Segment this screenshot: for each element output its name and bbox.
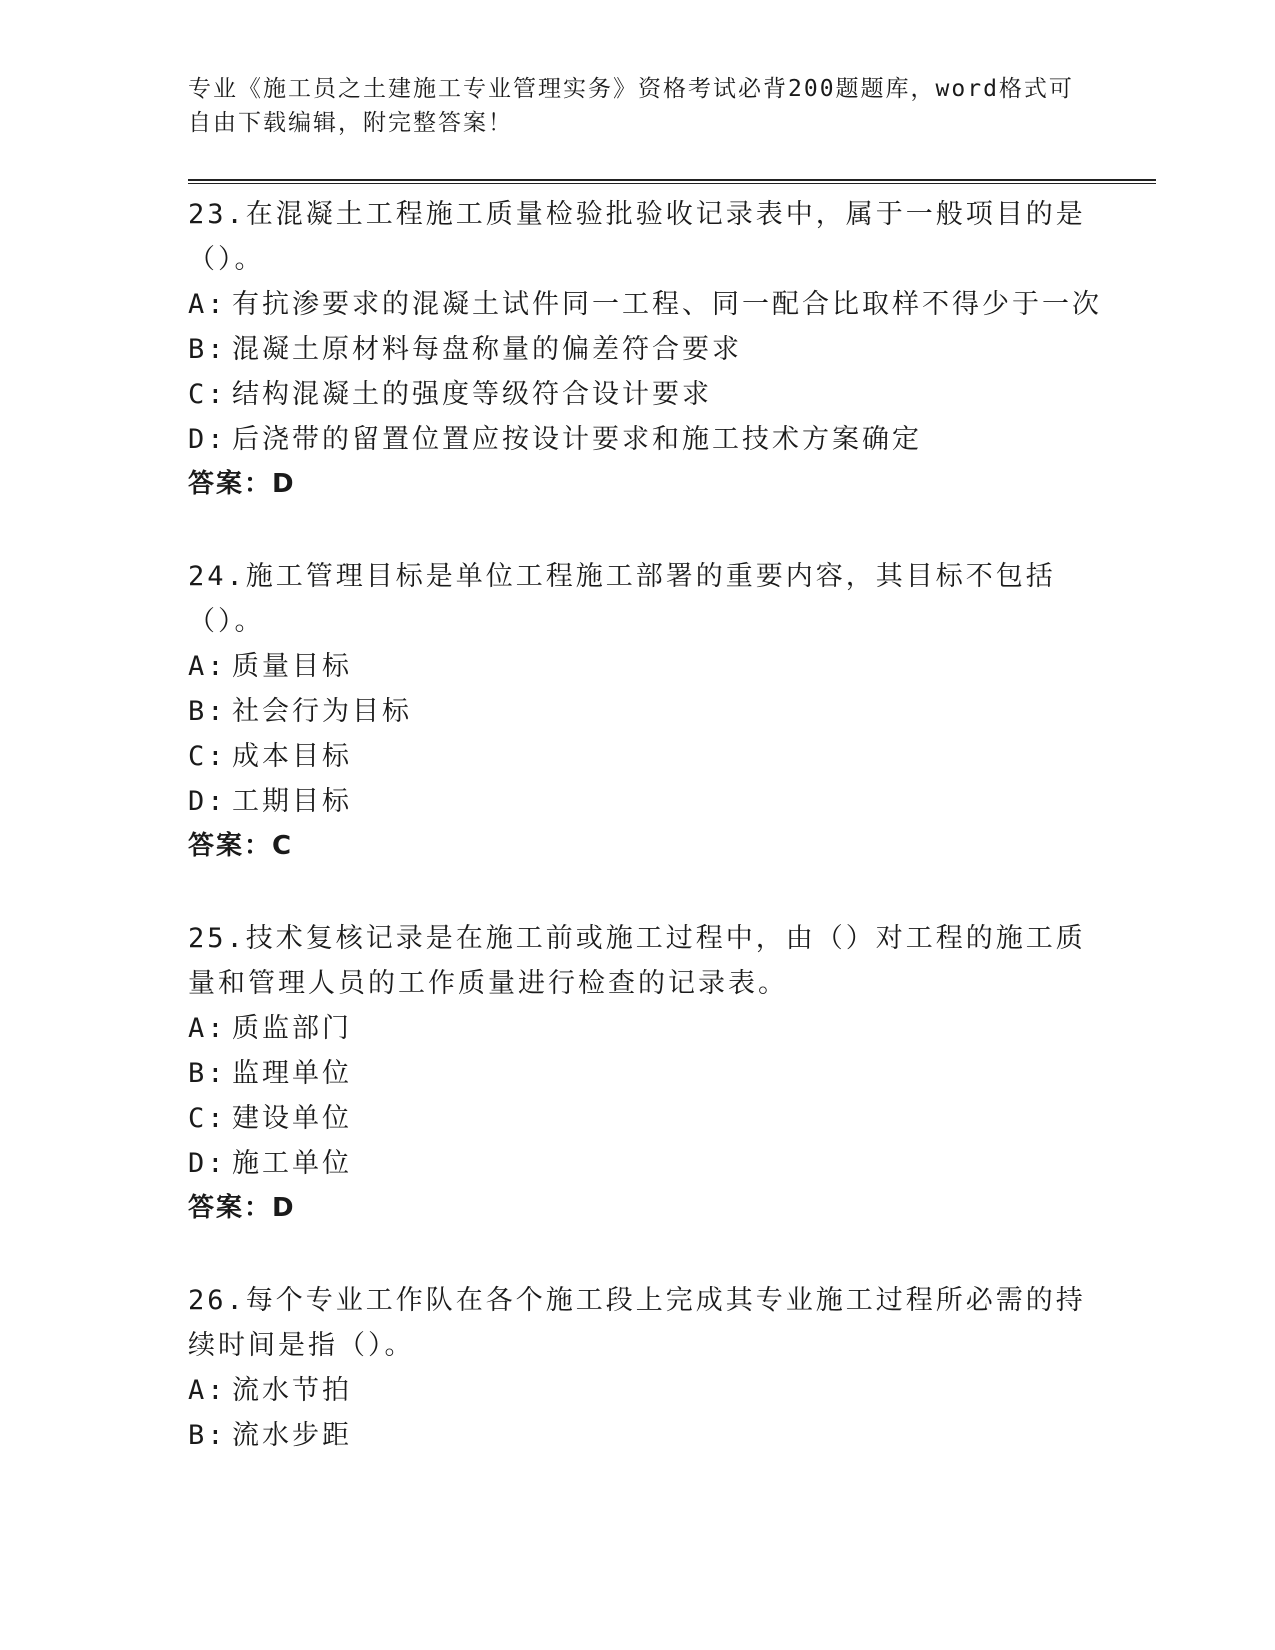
document-header	[188, 72, 1088, 140]
option-c	[188, 1096, 1088, 1141]
header-divider-thin	[188, 183, 1156, 184]
option-text: 质监部门	[232, 1013, 352, 1044]
option-letter: C:	[188, 741, 227, 772]
header-line-1: 专业《施工员之土建施工专业管理实务》资格考试必背200题题库，word格式可	[188, 76, 1074, 102]
option-d	[188, 417, 1088, 462]
option-b	[188, 327, 1088, 372]
option-text: 监理单位	[232, 1058, 352, 1089]
option-a	[188, 1006, 1088, 1051]
option-text: 施工单位	[232, 1148, 352, 1179]
option-letter: D:	[188, 1148, 227, 1179]
option-b	[188, 1051, 1088, 1096]
option-text: 工期目标	[232, 786, 352, 817]
question-stem: 25.技术复核记录是在施工前或施工过程中，由（）对工程的施工质量和管理人员的工作质量进行检查的记录表。	[188, 923, 1086, 999]
option-c	[188, 372, 1088, 417]
option-letter: B:	[188, 696, 227, 727]
option-letter: B:	[188, 1420, 227, 1451]
question-stem: 23.在混凝土工程施工质量检验批验收记录表中，属于一般项目的是（）。	[188, 199, 1086, 275]
option-letter: D:	[188, 424, 227, 455]
option-letter: A:	[188, 1013, 227, 1044]
option-text: 混凝土原材料每盘称量的偏差符合要求	[232, 334, 742, 365]
option-text: 成本目标	[232, 741, 352, 772]
option-letter: B:	[188, 334, 227, 365]
option-text: 流水步距	[232, 1420, 352, 1451]
option-text: 有抗渗要求的混凝土试件同一工程、同一配合比取样不得少于一次	[232, 289, 1102, 320]
option-letter: C:	[188, 379, 227, 410]
option-d	[188, 779, 1088, 824]
option-text: 社会行为目标	[232, 696, 412, 727]
option-letter: B:	[188, 1058, 227, 1089]
header-line-2: 自由下载编辑，附完整答案！	[188, 110, 513, 136]
option-d	[188, 1141, 1088, 1186]
option-letter: A:	[188, 651, 227, 682]
option-c	[188, 734, 1088, 779]
option-letter: C:	[188, 1103, 227, 1134]
answer-line: 答案：D	[188, 469, 296, 499]
option-text: 后浇带的留置位置应按设计要求和施工技术方案确定	[232, 424, 922, 455]
question-26	[188, 1278, 1088, 1458]
option-a	[188, 1368, 1088, 1413]
option-letter: A:	[188, 289, 227, 320]
option-text: 流水节拍	[232, 1375, 352, 1406]
option-letter: A:	[188, 1375, 227, 1406]
option-b	[188, 1413, 1088, 1458]
question-stem: 26.每个专业工作队在各个施工段上完成其专业施工过程所必需的持续时间是指（）。	[188, 1285, 1086, 1361]
question-25	[188, 916, 1088, 1231]
answer-line: 答案：C	[188, 831, 294, 861]
option-text: 建设单位	[232, 1103, 352, 1134]
option-text: 质量目标	[232, 651, 352, 682]
option-text: 结构混凝土的强度等级符合设计要求	[232, 379, 712, 410]
option-a	[188, 282, 1102, 327]
answer-line: 答案：D	[188, 1193, 296, 1223]
question-24	[188, 554, 1088, 869]
question-23	[188, 192, 1102, 507]
header-divider	[188, 179, 1156, 181]
question-stem: 24.施工管理目标是单位工程施工部署的重要内容，其目标不包括（）。	[188, 561, 1056, 637]
question-list	[188, 192, 1102, 1505]
option-b	[188, 689, 1088, 734]
option-a	[188, 644, 1088, 689]
option-letter: D:	[188, 786, 227, 817]
